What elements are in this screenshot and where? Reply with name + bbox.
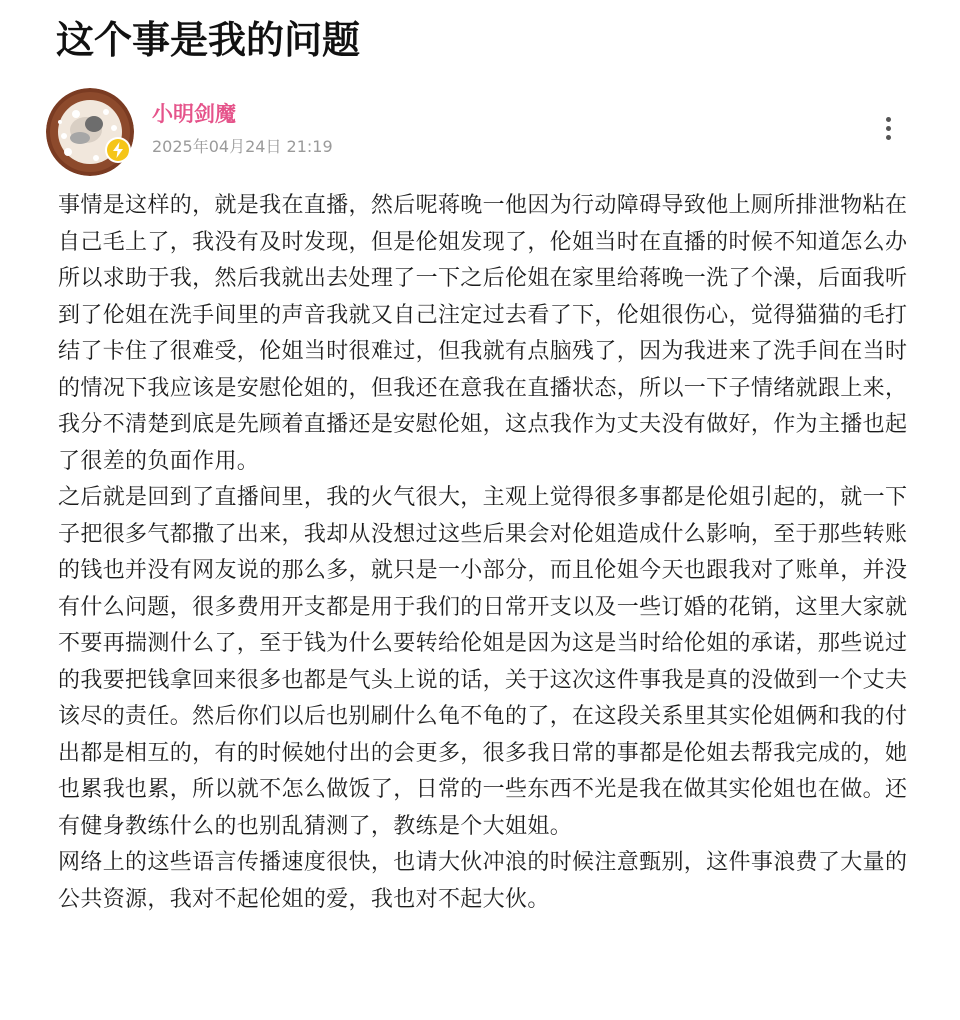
post-paragraph: 事情是这样的，就是我在直播，然后呢蒋晚一他因为行动障碍导致他上厕所排泄物粘在自己毛上了，我没有及时发现，但是伦姐发现了，伦姐当时在直播的时候不知道怎么办所以求助于我，然后我就出去处理了一下之后伦姐在家里给蒋晚一洗了个澡，后面我听到了伦姐在洗手间里的声音我就又自己注定过去看了下，伦姐很伤心，觉得猫猫的毛打结了卡住了很难受，伦姐当时很难过，但我就有点脑残了，因为我进来了洗手间在当时的情况下我应该是安慰伦姐的，但我还在意我在直播状态，所以一下子情绪就跟上来，我分不清楚到底是先顾着直播还是安慰伦姐，这点我作为丈夫没有做好，作为主播也起了很差的负面作用。 [58,193,908,474]
lightning-badge-icon [104,136,132,164]
post-timestamp: 2025年04月24日 21:19 [152,137,333,156]
author-name[interactable]: 小明剑魔 [152,102,236,126]
more-vertical-icon [886,117,891,122]
post-title: 这个事是我的问题 [56,18,361,62]
author-header [46,88,916,172]
post-paragraph: 网络上的这些语言传播速度很快，也请大伙冲浪的时候注意甄别，这件事浪费了大量的公共资源，我对不起伦姐的爱，我也对不起大伙。 [58,850,908,912]
more-options-button[interactable] [874,114,902,148]
post-paragraph: 之后就是回到了直播间里，我的火气很大，主观上觉得很多事都是伦姐引起的，就一下子把很多气都撒了出来，我却从没想过这些后果会对伦姐造成什么影响，至于那些转账的钱也并没有网友说的那么多，就只是一小部分，而且伦姐今天也跟我对了账单，并没有什么问题，很多费用开支都是用于我们的日常开支以及一些订婚的花销，这里大家就不要再揣测什么了，至于钱为什么要转给伦姐是因为这是当时给伦姐的承诺，那些说过的我要把钱拿回来很多也都是气头上说的话，关于这次这件事我是真的没做到一个丈夫该尽的责任。然后你们以后也别刷什么龟不龟的了，在这段关系里其实伦姐俩和我的付出都是相互的，有的时候她付出的会更多，很多我日常的事都是伦姐去帮我完成的，她也累我也累，所以就不怎么做饭了，日常的一些东西不光是我在做其实伦姐也在做。还有健身教练什么的也别乱猜测了，教练是个大姐姐。 [58,485,908,839]
post-body [58,188,918,918]
